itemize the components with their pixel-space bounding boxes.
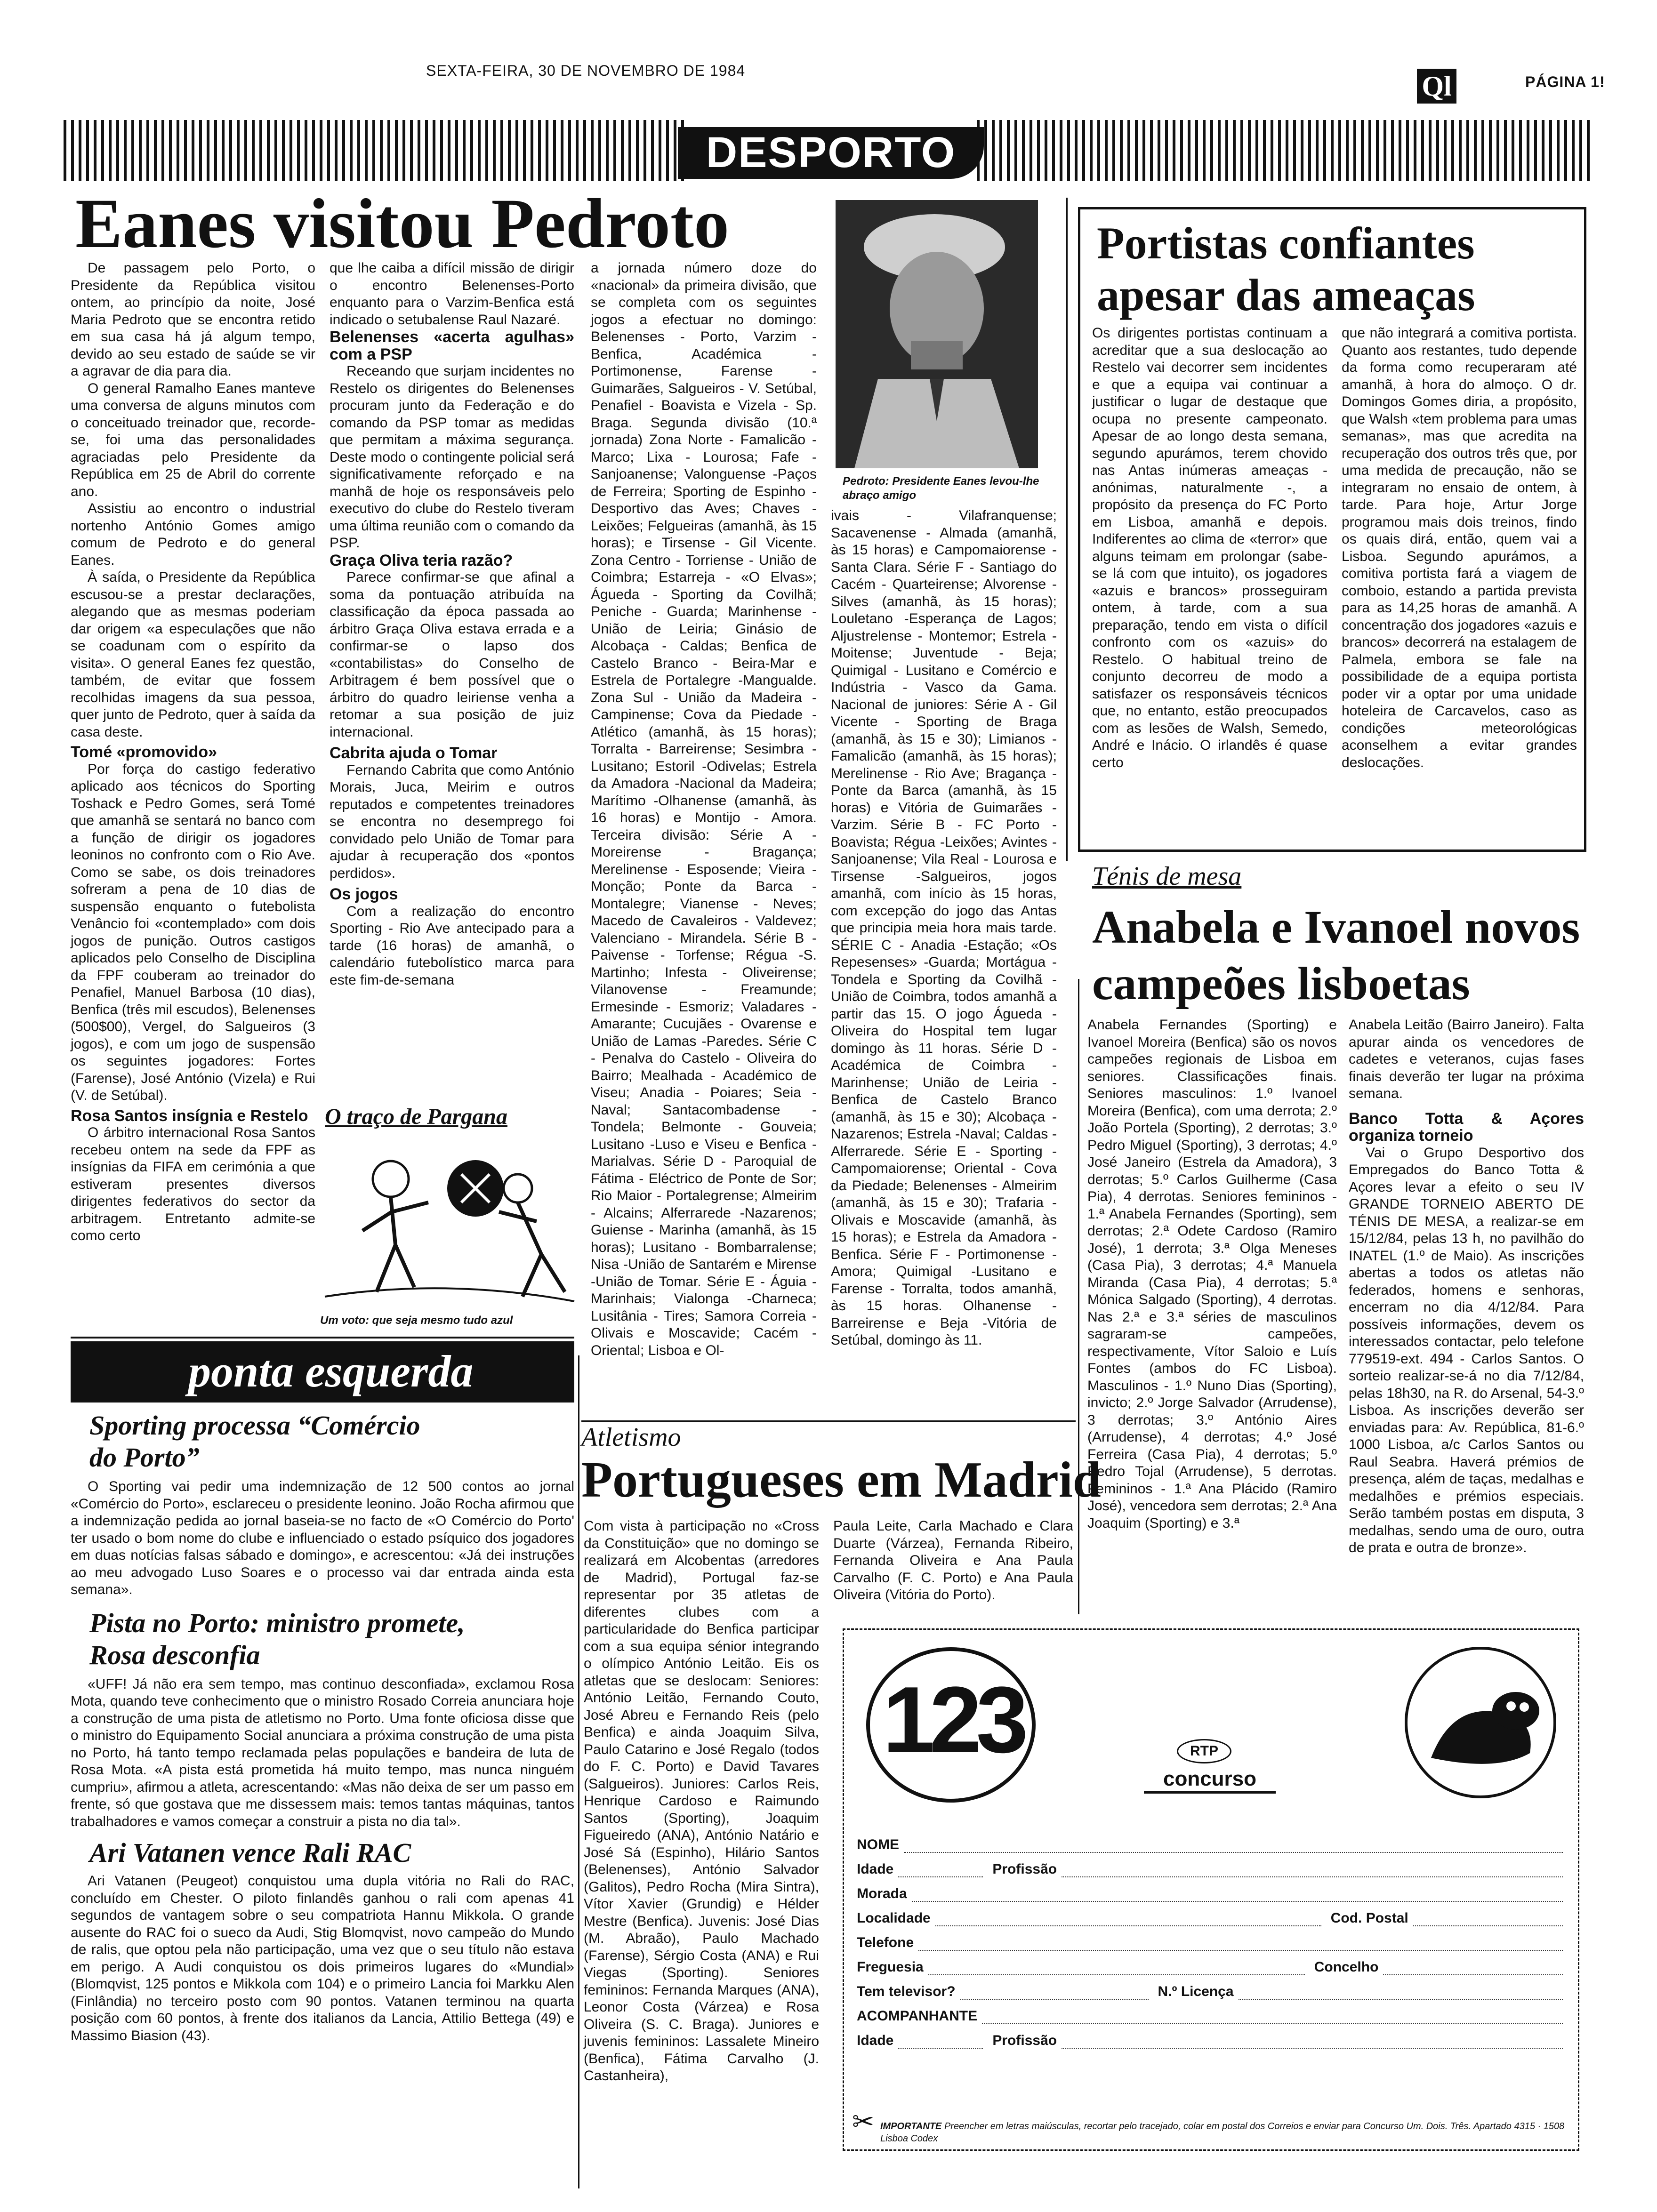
tenis-col1: Anabela Fernandes (Sporting) e Ivanoel Moreira (Benfica) são os novos campeões regionais de Lisboa em seniores. Classificações finais. Seniores masculinos: 1.º Ivanoel Moreira (Benfica), com uma derrota; 2.º João Portela (Sporting), 2 derrotas; 3.º Pedro Miguel (Sporting), 3 derrotas; 4.º José Janeiro (Estrela da Amadora), 3 derrotas; 5.º Carlos Guilherme (Casa Pia), 4 derrotas. Seniores femininos - 1.ª Anabela Fernandes (Sporting), sem derrotas; 2.ª Odete Cardoso (Ramiro José), 1 derrota; 3.ª Olga Meneses (Casa Pia), 3 derrotas; 4.ª Manuela Miranda (Casa Pia), 4 derrotas; 5.ª Mónica Salgado (Sporting), 4 derrotas. Nas 2.ª e 3.ª séries de masculinos sagraram-se campeões, respectivamente, Vítor Saloio e Luís Fontes (ambos do FC Lisboa). Masculinos - 1.º Nuno Dias (Sporting), invicto; 2.º Jorge Salvador (Arrudense), 3 derrotas; 3.º António Aires (Arrudense), 4 derrotas; 4.º José Ferreira (Casa Pia), 4 derrotas; 5.º Pedro Tojal (Arrudense), 5 derrotas. Femininos - 1.ª Ana Plácido (Ramiro José), vencedora sem derrotas; 2.ª Ana Joaquim (Sporting) e 3.ª (1087, 1017, 1337, 1531)
mascot-image (1403, 1645, 1558, 1800)
article-pedroto-col1 (71, 260, 315, 1245)
paragraph: Receando que surjam incidentes no Restelo os dirigentes do Belenenses procuram junto da Federação e do comando da PSP tomar as medidas que permitam a máxima segurança. Deste modo o contingente policial será significativamente reforçado e na manhã de hoje os responsáveis pelo executivo do clube do Restelo tiveram uma última reunião com o comando da PSP. (330, 363, 574, 551)
photo-caption: Pedroto: Presidente Eanes levou-lhe abraço amigo (843, 475, 1039, 502)
subheading-jogos: Os jogos (330, 885, 398, 903)
input-profissao2[interactable] (1062, 2034, 1563, 2049)
label-acompanhante: ACOMPANHANTE (857, 2008, 978, 2024)
headline-tenis: Anabela e Ivanoel novos campeões lisboetas (1092, 901, 1580, 1010)
tenis-col2 (1349, 1017, 1584, 1557)
input-idade[interactable] (898, 1862, 983, 1877)
paragraph: O general Ramalho Eanes manteve uma conversa de alguns minutos com o conceituado treinador que, recorde-se, foi uma das personalidades agraciadas pelo Presidente da República em 25 de Abril do corrente ano. (71, 380, 315, 499)
section-stripe-left (64, 120, 685, 181)
section-stripe-right (977, 120, 1593, 181)
label-licenca: N.º Licença (1158, 1984, 1234, 1999)
cartoon-caption: Um voto: que seja mesmo tudo azul (320, 1314, 513, 1327)
headline-portistas: Portistas confiantes apesar das ameaças (1097, 218, 1475, 320)
paragraph: Fernando Cabrita que como António Morais, Juca, Meirim e outros reputados e competentes treinadores se encontra no desemprego foi convidado pelo União de Tomar para ajudar à recuperação dos «pontos perdidos». (330, 762, 574, 881)
ponta-top-rule (71, 1337, 574, 1338)
input-cod-postal[interactable] (1413, 1911, 1563, 1926)
column-rule (1066, 198, 1068, 861)
paragraph: Assistiu ao encontro o industrial nortenho António Gomes amigo comum de Pedroto e do general Eanes. (71, 501, 315, 568)
headline-atletismo: Portugueses em Madrid (581, 1452, 1101, 1508)
input-telefone[interactable] (918, 1936, 1563, 1951)
column-rule (1078, 979, 1079, 1614)
label-freguesia: Freguesia (857, 1959, 924, 1975)
label-concelho: Concelho (1314, 1959, 1379, 1975)
paragraph: O árbitro internacional Rosa Santos recebeu ontem na sede da FPF as insígnias da FIFA em cerimónia a que estiveram presentes diversos dirigentes federativos do sector da arbitragem. Entretanto admite-se como certo (71, 1125, 315, 1243)
page-date: SEXTA-FEIRA, 30 DE NOVEMBRO DE 1984 (426, 62, 746, 79)
cartoon-image (320, 1137, 579, 1311)
label-localidade: Localidade (857, 1910, 931, 1926)
paragraph: À saída, o Presidente da República escusou-se a prestar declarações, alegando que as mesmas poderiam dar origem «a especulações que não se coadunam com o espírito da visita». O general Eanes fez questão, também, de evitar que fossem recolhidas imagens da sua pessoa, quer junto de Pedroto, quer à saída da casa deste. (71, 569, 315, 740)
input-morada[interactable] (912, 1887, 1563, 1902)
ponta-headline-sporting: Sporting processa “Comércio do Porto” (89, 1410, 420, 1473)
label-profissao2: Profissão (992, 2033, 1057, 2048)
subheading-rosa: Rosa Santos insígnia e Restelo (71, 1106, 308, 1125)
paragraph: Com a realização do encontro Sporting - Rio Ave antecipado para a tarde (16 horas) de amanhã, o calendário futebolístico marca para este fim-de-semana (330, 903, 574, 988)
input-profissao[interactable] (1062, 1862, 1563, 1877)
article-pedroto-col4: ivais - Vilafranquense; Sacavenense - Almada (amanhã, às 15 horas) e Campomaiorense -Santa Clara. Série F - Santiago do Cacém - Quarteirense; Alvorense - Silves (amanhã, às 15 horas); Louletano -Esperança de Lagos; Aljustrelense - Montemor; Estrela - Moitense; Juventude - Beja; Quimigal - Lusitano e Comércio e Indústria - Vasco da Gama. Nacional de juniores: Série A - Gil Vicente - Sporting de Braga (amanhã, às 15 e 30); Limianos - Famalicão (amanhã, às 15 horas); Merelinense - Rio Ave; Bragança - Ponte da Barca (amanhã, às 15 horas) e Vitória de Guimarães - Varzim. Série B - FC Porto - Boavista; Régua -Leixões; Avintes - Sanjoanense; Vila Real - Lourosa e Tirsense -Salgueiros, jogos amanhã, com início às 15 horas, com excepção do jogo das Antas que principia meia hora mais tarde. SÉRIE C - Anadia -Estação; «Os Repesenses» -Guarda; Mortágua - Tondela e Sporting da Covilhã - União de Coimbra, todos amanhã a partir das 15. O jogo Águeda - Oliveira do Hospital tem lugar domingo às 11 horas. Série D - Académica de Coimbra - Marinhense; União de Leiria - Benfica de Castelo Branco (amanhã, às 15 e 30); Alcobaça - Nazarenos; Estrela -Naval; Caldas - Alferrarede. Série E - Sporting - Campomaiorense; Oriental - Cova da Piedade; Belenenses - Almeirim (amanhã, às 15 e 30); Trafaria -Olivais e Moscavide (amanhã, às 15 horas); e Estrela da Amadora - Benfica. Série F - Portimonense - Amora; Quimigal -Lusitano e Farense - Torralta, todos amanhã, às 15 horas. Olhanense - Barreirense e Beja -Vitória de Setúbal, domingo às 11. (831, 508, 1057, 1348)
input-nome[interactable] (904, 1838, 1563, 1853)
input-concelho[interactable] (1383, 1960, 1563, 1975)
rtp-logo: RTP (1177, 1739, 1231, 1763)
atletismo-col1: Com vista à participação no «Cross da Constituição» que no domingo se realizará em Alcobentas (arredores de Madrid), Portugal faz-se representar por 35 atletas de diferentes clubes com a particularidade do Benfica participar com a sua equipa sénior integrando o olímpico António Leitão. Eis os atletas que se deslocam: Seniores: António Leitão, Fernando Couto, José Abreu e Fernando Reis (pelo Benfica) e ainda Joaquim Silva, Paulo Catarino e José Regalo (todos do F. C. Porto) e David Tavares (Salgueiros). Juniores: Carlos Reis, Henrique Cardoso e Raimundo Santos (Sporting), Joaquim Figueiredo (ANA), António Natário e José Sá (Espinho), Hilário Santos (Belenenses), António Salvador (Galitos), Pedro Rocha (Mira Sintra), Vítor Xavier (Grundig) e Hélder Mestre (Benfica). Juvenis: José Dias (M. Abraão), Paulo Machado (Farense), Sérgio Costa (ANA) e Rui Viegas (Sporting). Seniores femininos: Fernanda Marques (ANA), Leonor Costa (Várzea) e Rosa Oliveira (S. C. Braga). Juniores e juvenis femininos: Lassalete Mineiro (Benfica), Fátima Carvalho (J. Castanheira), (584, 1518, 819, 2084)
kicker-tenis: Ténis de mesa (1092, 862, 1242, 891)
subheading-belenenses: Belenenses «acerta agulhas» com a PSP (330, 328, 574, 363)
subheading-graca: Graça Oliva teria razão? (330, 551, 513, 569)
subheading-cabrita: Cabrita ajuda o Tomar (330, 744, 498, 762)
ponta-text-rali: Ari Vatanen (Peugeot) conquistou uma dupla vitória no Rali do RAC, concluído em Chester. O piloto finlandês ganhou o rali com apenas 41 segundos de vantagem sobre o seu compatriota Hannu Mikkola. O grande ausente do RAC foi o sueco da Audi, Stig Blomqvist, novo campeão do Mundo de ralis, que optou pela não participação, uma vez que o seu título não estava em perigo. A Audi conquistou os dois primeiros lugares do «Mundial» (Blomqvist, 125 pontos e Mikkola com 104) e o primeiro Lancia foi Markku Alen (Finlândia) no terceiro posto com 90 pontos. Vatanen terminou na quarta posição com 60 pontos, à frente dos italianos da Lancia, Attilio Bettega (49) e Massimo Biasion (43). (71, 1873, 574, 2044)
ponta-headline-rali: Ari Vatanen vence Rali RAC (89, 1837, 411, 1868)
column-rule (578, 1355, 579, 2188)
concurso-123-text: 123 (883, 1667, 1023, 1772)
ponta-text-pista: «UFF! Já não era sem tempo, mas continuo desconfiada», exclamou Rosa Mota, quando teve conhecimento que o ministro Rosado Correia anunciara hoje a construção de uma pista de atletismo no Porto. Uma fonte oficiosa disse que o ministro do Equipamento Social anunciara a próxima construção de uma pista no Porto, há tanto tempo reclamada pelas populações e bandeira de luta de Rosa Mota. «A pista está prometida há muito tempo, mas nunca ninguém cumpriu», afirmou a atleta, acrescentando: «Mas não deixa de ser um passo em frente, só que gostava que me dissessem mais: temos tantas máquinas, tantos trabalhadores e vamos começar a construir a pista no dia tal». (71, 1676, 574, 1829)
note-text: Preencher em letras maiúsculas, recortar pelo tracejado, colar em postal dos Correios e enviar para Concurso Um. Dois. Três. Apartado 4315 · 1508 Lisboa Codex (880, 2121, 1565, 2144)
atletismo-col2: Paula Leite, Carla Machado e Clara Duarte (Várzea), Fernanda Ribeiro, Fernanda Oliveira e Ana Paula Carvalho (F. C. Porto) e Ana Paula Oliveira (Vitória do Porto). (833, 1518, 1073, 1603)
section-title: DESPORTO (706, 128, 956, 176)
scissors-icon: ✂ (852, 2107, 874, 2136)
page-number: PÁGINA 1! (1525, 73, 1605, 90)
ponta-text-sporting: O Sporting vai pedir uma indemnização de 12 500 contos ao jornal «Comércio do Porto», esclareceu o presidente leonino. João Rocha afirmou que a indemnização pedida ao jornal baseia-se no facto de «O Comércio do Porto' ter usado o bom nome do clube e influenciado o estado psíquico dos jogadores em duas notícias falsas sábado e domingo», e acrescentou: «Já dei instruções ao meu advogado Luso Soares e o processo vai dar entrada ainda esta semana». (71, 1479, 574, 1597)
paragraph: Por força do castigo federativo aplicado aos técnicos do Sporting Toshack e Pedro Gomes, será Tomé que amanhã se sentará no banco com a função de dirigir os jogadores leoninos no confronto com o Rio Ave. Como se sabe, os dois treinadores sofreram a pena de 10 dias de suspensão enquanto o futebolista Venâncio foi «contemplado» com dois jogos de punição. Outros castigos aplicados pelo Conselho de Disciplina da FPF couberam ao treinador do Penafiel, Manuel Barbosa (10 dias), Benfica (três mil escudos), Belenenses (500$00), Vergel, do Salgueiros (3 jogos), e com um jogo de suspensão os seguintes jogadores: Fortes (Farense), José António (Vizela) e Rui (V. de Setúbal). (71, 761, 315, 1103)
ponta-banner-title: ponta esquerda (188, 1346, 474, 1396)
concurso-form (857, 1828, 1563, 2049)
label-morada: Morada (857, 1886, 907, 1901)
article-pedroto-col2 (330, 260, 574, 989)
label-idade2: Idade (857, 2033, 894, 2048)
subheading-banco: Banco Totta & Açores organiza torneio (1349, 1109, 1584, 1145)
ponta-headline-pista: Pista no Porto: ministro promete, Rosa desconfia (89, 1607, 465, 1670)
portistas-col1: Os dirigentes portistas continuam a acreditar que a sua deslocação ao Restelo vai decorrer sem incidentes e que a equipa vai continuar a justificar o lugar de destaque que ocupa no presente campeonato. Apesar de ao longo desta semana, segundo apurámos, terem chovido nas Antas inúmeras ameaças - anónimas, naturalmente -, a propósito da presença do FC Porto em Lisboa, amanhã e depois. Indiferentes ao clima de «terror» que alguns teimam em prolongar (sabe-se lá com que intuito), os jogadores «azuis e brancos» prosseguiram ontem, à tarde, com a sua preparação, tendo em vista o difícil confronto com os «azuis» do Restelo. O habitual treino de conjunto decorreu de modo a satisfazer os responsáveis técnicos que, no entanto, estão preocupados com as lesões de Walsh, Semedo, André e Inácio. O irlandês é quase certo (1092, 325, 1327, 770)
headline-pedroto: Eanes visitou Pedroto (75, 184, 729, 263)
paragraph: Parece confirmar-se que afinal a soma da pontuação atribuída na classificação da época passada ao árbitro Graça Oliva estava errada e a confirmar-se o lapso dos «contabilistas» do Conselho de Arbitragem é bem possível que o árbitro do quadro leiriense venha a retomar a sua posição de juiz internacional. (330, 569, 574, 740)
input-idade2[interactable] (898, 2034, 983, 2049)
concurso-label: concurso (1144, 1767, 1276, 1794)
input-televisor[interactable] (960, 1985, 1149, 2000)
pedroto-photo (836, 200, 1038, 468)
newspaper-logo-icon: Ql (1417, 69, 1456, 104)
paragraph: Anabela Leitão (Bairro Janeiro). Falta apurar ainda os vencedores de cadetes e veteranos, cujas fases finais deverão ter lugar na próxima semana. (1349, 1017, 1584, 1101)
article-pedroto-col3: a jornada número doze do «nacional» da primeira divisão, que se completa com os seguintes jogos a efectuar no domingo: Belenenses - Porto, Varzim - Benfica, Académica - Portimonense, Farense - Guimarães, Salgueiros - V. Setúbal, Penafiel - Boavista e Vizela - Sp. Braga. Segunda divisão (10.ª jornada) Zona Norte - Famalicão -Marco; Lixa - Lourosa; Fafe -Sanjoanense; Valonguense -Paços de Ferreira; Sporting de Espinho - Desportivo das Aves; Chaves - Leixões; Felgueiras (amanhã, às 15 horas); e Tirsense - Gil Vicente. Zona Centro - Torriense - União de Coimbra; Estarreja - «O Elvas»; Águeda - Sporting da Covilhã; Peniche - Guarda; Marinhense - União de Leiria; Ginásio de Alcobaça - Caldas; Benfica de Castelo Branco - Beira-Mar e Estrela de Portalegre -Mangualde. Zona Sul - União da Madeira - Campinense; Cova da Piedade - Atlético (amanhã, às 15 horas); Torralta - Barreirense; Sesimbra - Lusitano; Estoril -Odivelas; Estrela da Amadora -Nacional da Madeira; Marítimo -Olhanense (amanhã, às 16 horas) e Montijo - Amora. Terceira divisão: Série A - Moreirense - Bragança; Merelinense - Esposende; Vieira -Monção; Ponte da Barca - Montalegre; Vianense - Neves; Macedo de Cavaleiros - Valdevez; Valenciano - Mirandela. Série B - Paivense - Torfense; Régua -S. Martinho; Infesta - Oliveirense; Vilanovense - Freamunde; Ermesinde - Esmoriz; Valadares - Amarante; Cucujães - Ovarense e União de Lamas -Paredes. Série C - Penalva do Castelo - Oliveira do Bairro; Mealhada - Académico de Viseu; Anadia - Poiares; Seia - Naval; Santacombadense - Tondela; Belmonte - Gouveia; Lusitano -Luso e Viseu e Benfica -Marialvas. Série D - Paroquial de Fátima - Eléctrico de Ponte de Sor; Rio Maior - Portalegrense; Almeirim - Alcains; Alferrarede -Nazarenos; Guiense - Marinha (amanhã, às 15 horas); Lusitano - Bombarralense; Nisa -União de Santarém e Mirense -União de Tomar. Série E - Águia - Marinhais; Vialonga -Charneca; Lusitânia - Tires; Samora Correia - Olivais e Moscavide; Cacém - Oriental; Lisboa e Ol- (591, 260, 817, 1358)
paragraph: que lhe caiba a difícil missão de dirigir o encontro Belenenses-Porto enquanto para o Varzim-Benfica está indicado o setubalense Raul Nazaré. (330, 260, 574, 328)
label-cod-postal: Cod. Postal (1330, 1910, 1408, 1926)
input-acompanhante[interactable] (982, 2009, 1563, 2024)
concurso-note (880, 2120, 1568, 2145)
label-idade: Idade (857, 1861, 894, 1877)
ponta-content (71, 1410, 574, 2044)
label-nome: NOME (857, 1837, 899, 1852)
label-telefone: Telefone (857, 1935, 914, 1950)
input-localidade[interactable] (935, 1911, 1321, 1926)
label-televisor: Tem televisor? (857, 1984, 956, 1999)
cartoon-title: O traço de Pargana (325, 1104, 507, 1129)
input-freguesia[interactable] (928, 1960, 1305, 1975)
subheading-tome: Tomé «promovido» (71, 743, 217, 761)
kicker-atletismo: Atletismo (581, 1423, 681, 1452)
paragraph: Vai o Grupo Desportivo dos Empregados do Banco Totta & Açores levar a efeito o seu IV GRANDE TORNEIO ABERTO DE TÉNIS DE MESA, a realizar-se em 15/12/84, pelas 13 h, no pavilhão do INATEL (1.º de Maio). As inscrições abertas a todos os atletas não federados, homens e senhoras, encerram no dia 4/12/84. Para possíveis informações, devem os interessados contactar, pelo telefone 779519-ext. 494 - Carlos Santos. O sorteio realizar-se-á no dia 7/12/84, pelas 18h30, na R. do Arsenal, 54-3.º Lisboa. As inscrições deverão ser enviadas para: Av. República, 81-6.º 1000 Lisboa, a/c Carlos Santos ou Raul Seabra. Haverá prémios de presença, além de taças, medalhas e medalhões e prémios especiais. Serão também postas em disputa, 3 medalhas, sendo uma de ouro, outra de prata e outra de bronze». (1349, 1145, 1584, 1555)
note-label: IMPORTANTE (880, 2121, 942, 2132)
paragraph: De passagem pelo Porto, o Presidente da República visitou ontem, ao princípio da noite, José Maria Pedroto que se encontra retido em sua casa há já algum tempo, devido ao seu estado de saúde se vir a agravar de dia para dia. (71, 260, 315, 379)
portistas-col2: que não integrará a comitiva portista. Quanto aos restantes, tudo depende da forma como recuperaram até amanhã, à hora do almoço. O dr. Domingos Gomes diria, a propósito, que Walsh «tem problema para umas semanas», mas que acredita na recuperação dos outros três que, por uma medida de precaução, não se integraram no ensaio de ontem, à tarde. Para hoje, Artur Jorge programou mais dois treinos, findo os quais dirá, então, quem vai a Lisboa. Segundo apurámos, a comitiva portista fará a viagem de comboio, estando a partida prevista para as 14,25 horas de amanhã. A concentração dos jogadores «azuis e brancos» decorrerá na estalagem de Palmela, embora se fale na possibilidade de a equipa portista poder vir a optar por uma unidade hoteleira de Carcavelos, caso as condições meteorológicas aconselhem a evitar grandes deslocações. (1342, 325, 1577, 770)
input-licenca[interactable] (1239, 1985, 1563, 2000)
label-profissao: Profissão (992, 1861, 1057, 1877)
